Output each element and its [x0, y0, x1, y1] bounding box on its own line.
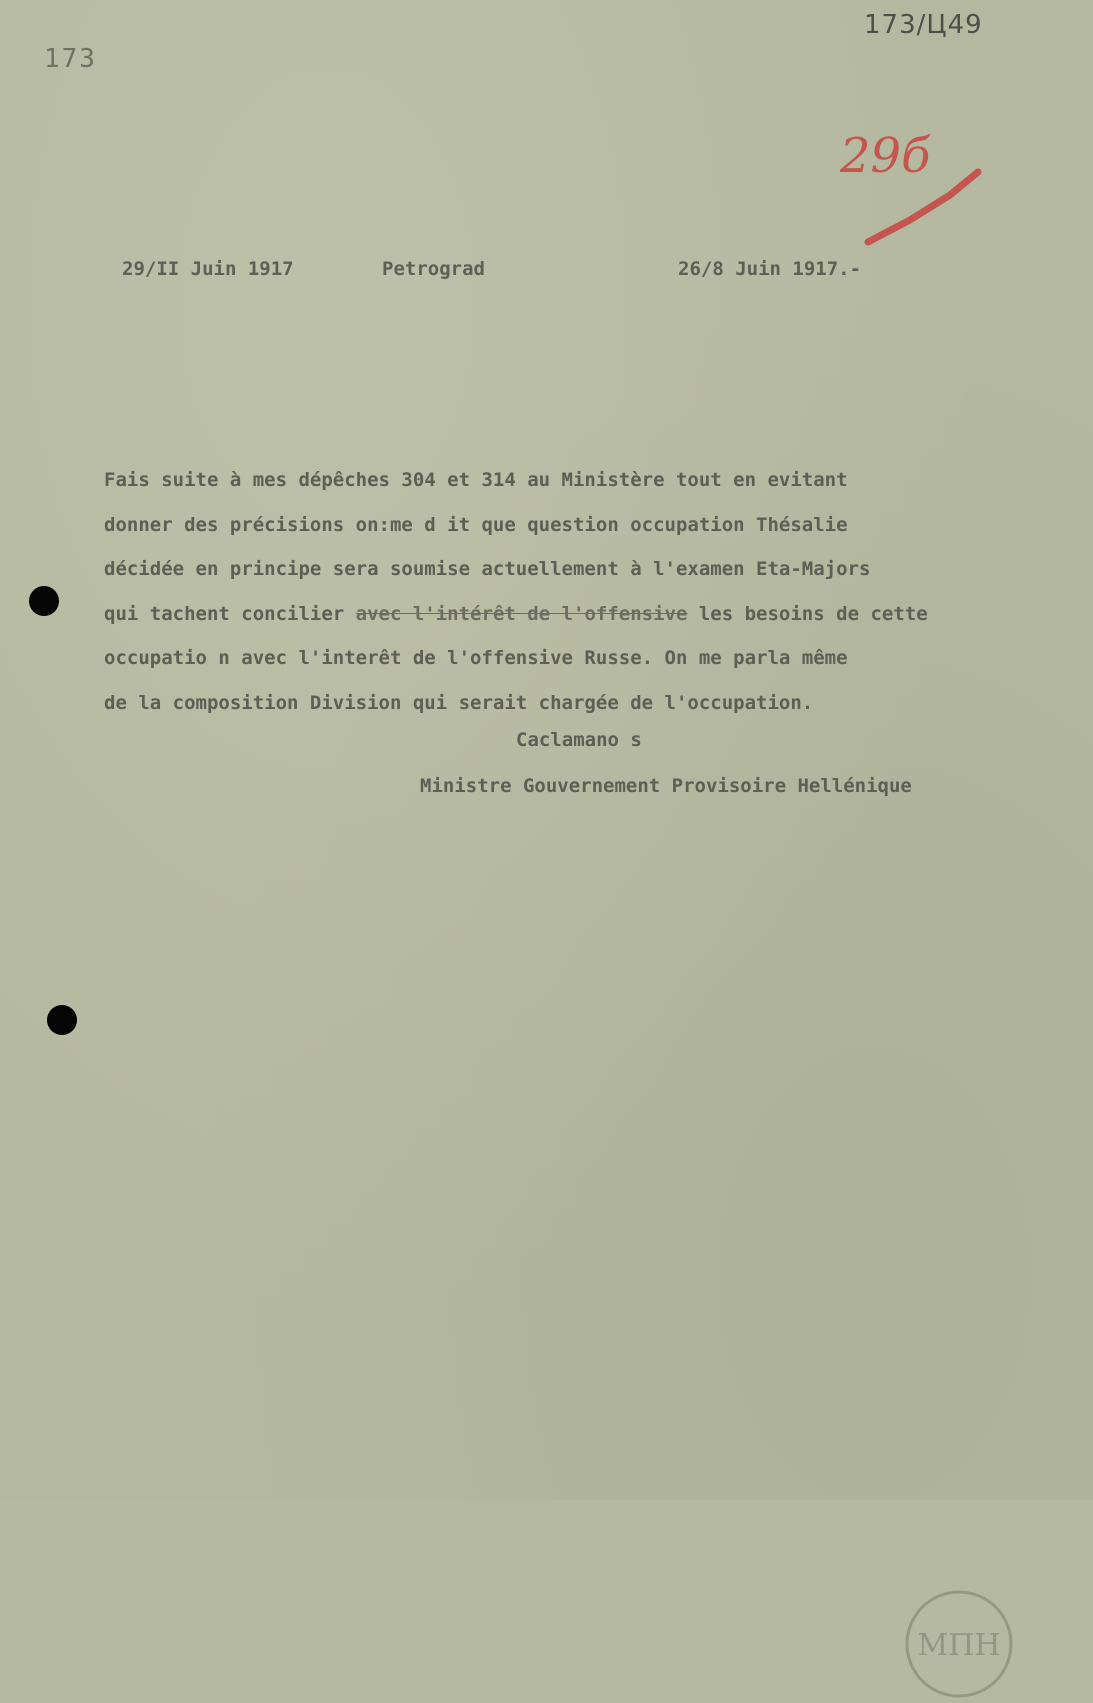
punch-hole-top [29, 586, 59, 616]
stamp-text: ΜΠΗ [917, 1628, 1001, 1663]
reference-number: 173/Ц49 [864, 10, 983, 40]
letter-body [104, 458, 1084, 725]
page-number: 173 [44, 44, 97, 74]
body-line-start: qui tachent concilier [104, 602, 345, 625]
body-line-end: les besoins de cette [698, 602, 928, 625]
signature-title: Ministre Gouvernement Provisoire Hellénique [420, 775, 912, 797]
body-line-struck [104, 592, 1084, 637]
body-line: Fais suite à mes dépêches 304 et 314 au Ministère tout en evitant [104, 469, 848, 491]
date-left: 29/II Juin 1917 [122, 258, 294, 280]
place: Petrograd [382, 258, 485, 280]
red-annotation-text: 29б [840, 128, 931, 184]
struck-text: avec l'intérêt de l'offensive [355, 602, 688, 625]
archive-stamp [900, 1585, 1018, 1703]
punch-hole-bottom [47, 1005, 77, 1035]
date-right: 26/8 Juin 1917.- [678, 258, 862, 280]
signature-name: Caclamano s [516, 729, 642, 751]
red-pencil-annotation [820, 120, 1020, 260]
body-line: de la composition Division qui serait chargée de l'occupation. [104, 691, 814, 714]
body-line: décidée en principe sera soumise actuellement à l'examen Eta-Majors [104, 558, 871, 580]
body-line: occupatio n avec l'interêt de l'offensive Russe. On me parla même [104, 647, 848, 669]
body-line: donner des précisions on:me d it que question occupation Thésalie [104, 513, 848, 536]
